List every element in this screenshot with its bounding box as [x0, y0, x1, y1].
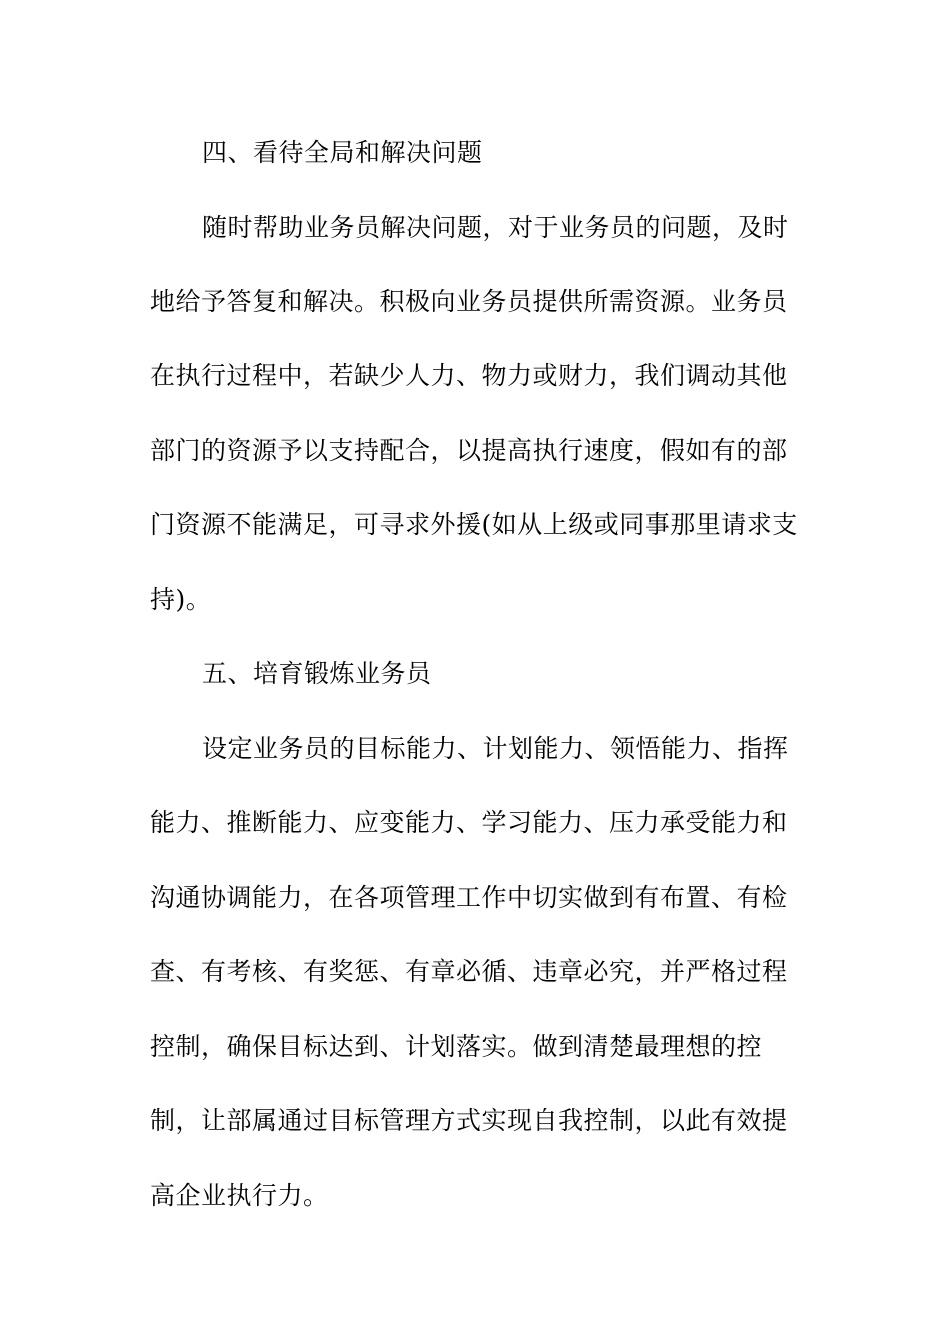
paragraph-line: 持)。 [150, 585, 212, 614]
paragraph-line: 控制，确保目标达到、计划落实。做到清楚最理想的控 [150, 1032, 763, 1061]
paragraph-line: 高企业执行力。 [150, 1181, 329, 1210]
paragraph-line: 设定业务员的目标能力、计划能力、领悟能力、指挥 [202, 734, 789, 763]
paragraph-line: 在执行过程中，若缺少人力、物力或财力，我们调动其他 [150, 361, 788, 390]
paragraph-line: 门资源不能满足，可寻求外援(如从上级或同事那里请求支 [150, 510, 798, 539]
section-heading-4: 四、看待全局和解决问题 [202, 138, 483, 167]
paragraph-line: 沟通协调能力，在各项管理工作中切实做到有布置、有检 [150, 883, 788, 912]
paragraph-line: 部门的资源予以支持配合，以提高执行速度，假如有的部 [150, 436, 788, 465]
paragraph-line: 随时帮助业务员解决问题，对于业务员的问题，及时 [202, 213, 789, 242]
paragraph-line: 查、有考核、有奖惩、有章必循、违章必究，并严格过程 [150, 957, 788, 986]
paragraph-line: 地给予答复和解决。积极向业务员提供所需资源。业务员 [150, 287, 788, 316]
paragraph-line: 制，让部属通过目标管理方式实现自我控制，以此有效提 [150, 1106, 788, 1135]
paragraph-line: 能力、推断能力、应变能力、学习能力、压力承受能力和 [150, 808, 788, 837]
section-heading-5: 五、培育锻炼业务员 [202, 659, 432, 688]
